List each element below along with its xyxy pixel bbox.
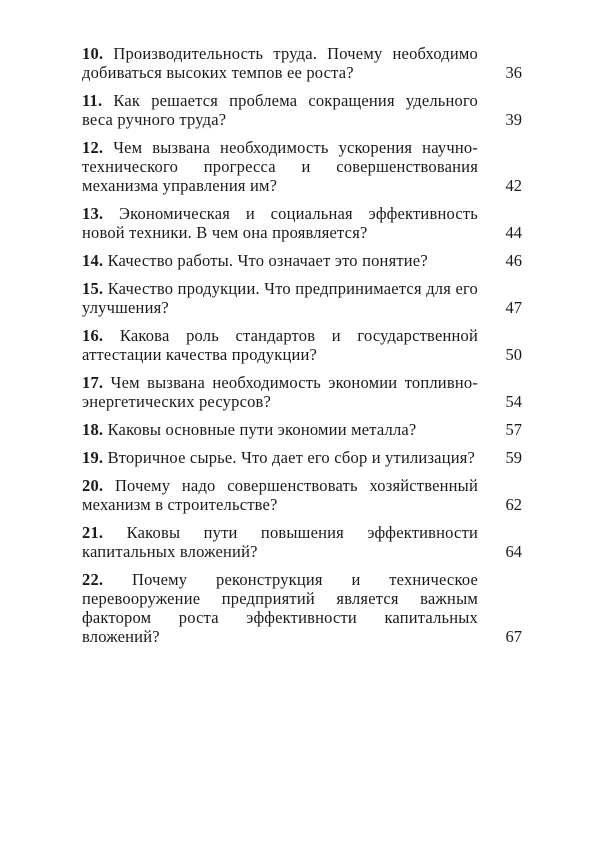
entry-title: Качество продукции. Что предпринимается для его улучшения?	[82, 279, 478, 317]
entry-title: Экономическая и социальная эффективность новой техники. В чем она проявляется?	[82, 204, 479, 242]
entry-title: Почему надо совершенствовать хозяйственный механизм в строительстве?	[82, 476, 478, 514]
entry-title: Чем вызвана необходимость ускорения научно-технического прогресса и совершенствования механизма управления им?	[82, 138, 479, 195]
toc-entry-13[interactable]	[82, 204, 522, 242]
entry-number: 12.	[82, 138, 104, 157]
entry-title: Чем вызвана необходимость экономии топливно-энергетических ресурсов?	[82, 373, 478, 411]
entry-number: 11.	[82, 91, 103, 110]
toc-entry-18[interactable]	[82, 420, 522, 439]
entry-page-number: 62	[505, 495, 522, 514]
entry-title: Почему реконструкция и техническое перевооружение предприятий является важным фактором роста эффективности капитальных вложений?	[82, 570, 478, 646]
entry-number: 20.	[82, 476, 104, 495]
entry-number: 13.	[82, 204, 104, 223]
entry-title: Качество работы. Что означает это понятие?	[107, 251, 428, 270]
toc-entry-14[interactable]	[82, 251, 522, 270]
entry-page-number: 57	[505, 420, 522, 439]
entry-title: Каковы пути повышения эффективности капитальных вложений?	[82, 523, 479, 561]
entry-page-number: 39	[505, 110, 522, 129]
toc-entry-17[interactable]	[82, 373, 522, 411]
entry-page-number: 46	[505, 251, 522, 270]
entry-page-number: 67	[505, 627, 522, 646]
entry-title: Вторичное сырье. Что дает его сбор и утилизация?	[107, 448, 476, 467]
toc-entry-22[interactable]	[82, 570, 522, 646]
entry-number: 14.	[82, 251, 104, 270]
toc-entry-15[interactable]	[82, 279, 522, 317]
entry-number: 15.	[82, 279, 104, 298]
entry-title: Производительность труда. Почему необходимо добиваться высоких темпов ее роста?	[82, 44, 479, 82]
entry-number: 21.	[82, 523, 104, 542]
entry-page-number: 50	[505, 345, 522, 364]
toc-entry-16[interactable]	[82, 326, 522, 364]
entry-page-number: 36	[505, 63, 522, 82]
toc-entry-19[interactable]	[82, 448, 522, 467]
toc-entry-21[interactable]	[82, 523, 522, 561]
entry-number: 18.	[82, 420, 104, 439]
entry-page-number: 42	[505, 176, 522, 195]
entry-page-number: 44	[505, 223, 522, 242]
entry-title: Как решается проблема сокращения удельного веса ручного труда?	[82, 91, 478, 129]
entry-number: 16.	[82, 326, 104, 345]
entry-number: 22.	[82, 570, 104, 589]
entry-number: 10.	[82, 44, 104, 63]
toc-entry-10[interactable]	[82, 44, 522, 82]
entry-page-number: 64	[505, 542, 522, 561]
entry-page-number: 54	[505, 392, 522, 411]
entry-number: 19.	[82, 448, 104, 467]
toc-entry-11[interactable]	[82, 91, 522, 129]
toc-entry-12[interactable]	[82, 138, 522, 195]
entry-number: 17.	[82, 373, 104, 392]
entry-title: Каковы основные пути экономии металла?	[107, 420, 417, 439]
table-of-contents	[82, 44, 522, 655]
entry-page-number: 47	[505, 298, 522, 317]
entry-page-number: 59	[505, 448, 522, 467]
toc-entry-20[interactable]	[82, 476, 522, 514]
entry-title: Какова роль стандартов и государственной аттестации качества продукции?	[82, 326, 479, 364]
